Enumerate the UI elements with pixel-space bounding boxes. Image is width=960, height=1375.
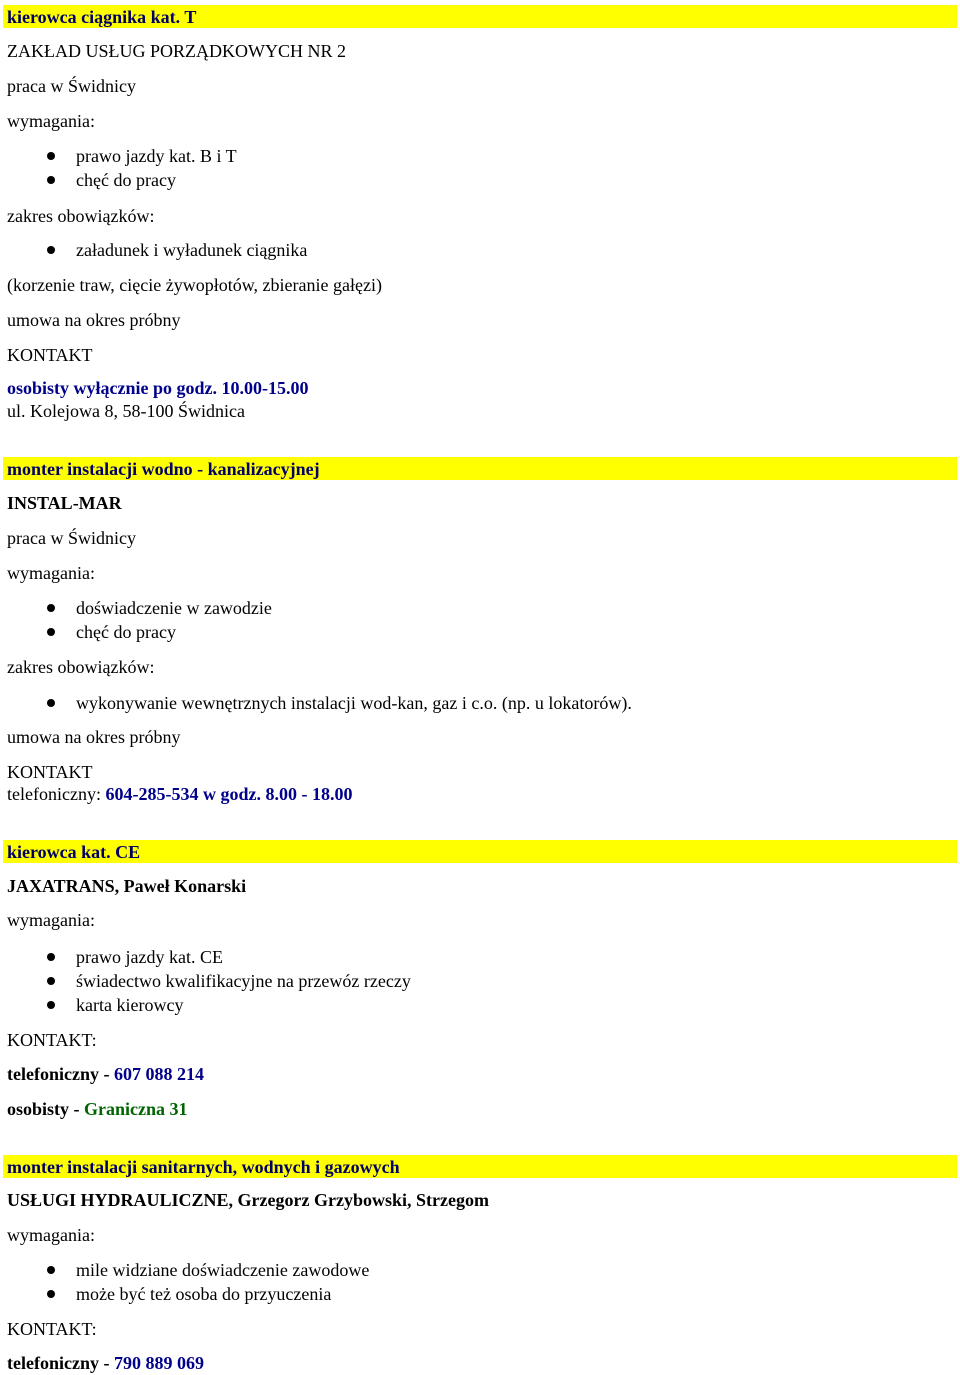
list-item: karta kierowcy (76, 995, 184, 1015)
contact-address: ul. Kolejowa 8, 58-100 Świdnica (7, 401, 245, 421)
list-item: chęć do pracy (76, 622, 176, 642)
duties-label: zakres obowiązków: (7, 206, 155, 226)
list-item: świadectwo kwalifikacyjne na przewóz rzeczy (76, 971, 411, 991)
list-item: chęć do pracy (76, 170, 176, 190)
bullet-icon (47, 152, 55, 160)
contact-phone (7, 783, 352, 805)
offer-title: monter instalacji wodno - kanalizacyjnej (7, 459, 320, 479)
offer-1-title-bar (3, 5, 957, 28)
list-item: załadunek i wyładunek ciągnika (76, 240, 308, 260)
bullet-icon (47, 246, 55, 254)
contact-phone (7, 1352, 204, 1374)
bullet-icon (47, 176, 55, 184)
contact-phone (7, 1063, 204, 1085)
offer-title: monter instalacji sanitarnych, wodnych i gazowych (7, 1157, 400, 1177)
contact-label: KONTAKT: (7, 1030, 97, 1050)
contact-phone-prefix: telefoniczny - (7, 1064, 114, 1084)
offer-title: kierowca kat. CE (7, 842, 141, 862)
bullet-icon (47, 1290, 55, 1298)
contact-label: KONTAKT (7, 762, 93, 782)
employer-name: JAXATRANS, Paweł Konarski (7, 876, 247, 896)
employer-name: INSTAL-MAR (7, 493, 122, 513)
list-item: prawo jazdy kat. CE (76, 947, 223, 967)
contact-label: KONTAKT: (7, 1319, 97, 1339)
employer-name: USŁUGI HYDRAULICZNE, Grzegorz Grzybowski, Strzegom (7, 1190, 489, 1210)
offer-4-title-bar (3, 1155, 957, 1178)
contact-label: KONTAKT (7, 345, 93, 365)
duties-label: zakres obowiązków: (7, 657, 155, 677)
duties-note: (korzenie traw, cięcie żywopłotów, zbieranie gałęzi) (7, 275, 382, 295)
contact-hours: osobisty wyłącznie po godz. 10.00-15.00 (7, 378, 309, 398)
work-location: praca w Świdnicy (7, 528, 136, 548)
bullet-icon (47, 953, 55, 961)
contact-phone-value: 790 889 069 (113, 1353, 204, 1373)
requirements-label: wymagania: (7, 563, 95, 583)
list-item: mile widziane doświadczenie zawodowe (76, 1260, 370, 1280)
bullet-icon (47, 699, 55, 707)
contract-type: umowa na okres próbny (7, 310, 181, 330)
offer-2-title-bar (3, 457, 957, 480)
bullet-icon (47, 628, 55, 636)
list-item: może być też osoba do przyuczenia (76, 1284, 332, 1304)
work-location: praca w Świdnicy (7, 76, 136, 96)
list-item: wykonywanie wewnętrznych instalacji wod-kan, gaz i c.o. (np. u lokatorów). (76, 693, 632, 713)
offer-title: kierowca ciągnika kat. T (7, 7, 197, 27)
bullet-icon (47, 604, 55, 612)
employer-name: ZAKŁAD USŁUG PORZĄDKOWYCH NR 2 (7, 41, 346, 61)
bullet-icon (47, 1266, 55, 1274)
bullet-icon (47, 977, 55, 985)
requirements-label: wymagania: (7, 910, 95, 930)
requirements-label: wymagania: (7, 1225, 95, 1245)
bullet-icon (47, 1001, 55, 1009)
contact-personal (7, 1098, 188, 1120)
contact-phone-prefix: telefoniczny: (7, 784, 106, 804)
contact-phone-value: 604-285-534 w godz. 8.00 - 18.00 (105, 784, 353, 804)
offer-3-title-bar (3, 840, 957, 863)
list-item: prawo jazdy kat. B i T (76, 146, 237, 166)
list-item: doświadczenie w zawodzie (76, 598, 272, 618)
contact-phone-value: 607 088 214 (113, 1064, 204, 1084)
contact-phone-prefix: telefoniczny - (7, 1353, 114, 1373)
contract-type: umowa na okres próbny (7, 727, 181, 747)
requirements-label: wymagania: (7, 111, 95, 131)
contact-personal-value: Graniczna 31 (84, 1099, 188, 1119)
contact-personal-prefix: osobisty - (7, 1099, 85, 1119)
